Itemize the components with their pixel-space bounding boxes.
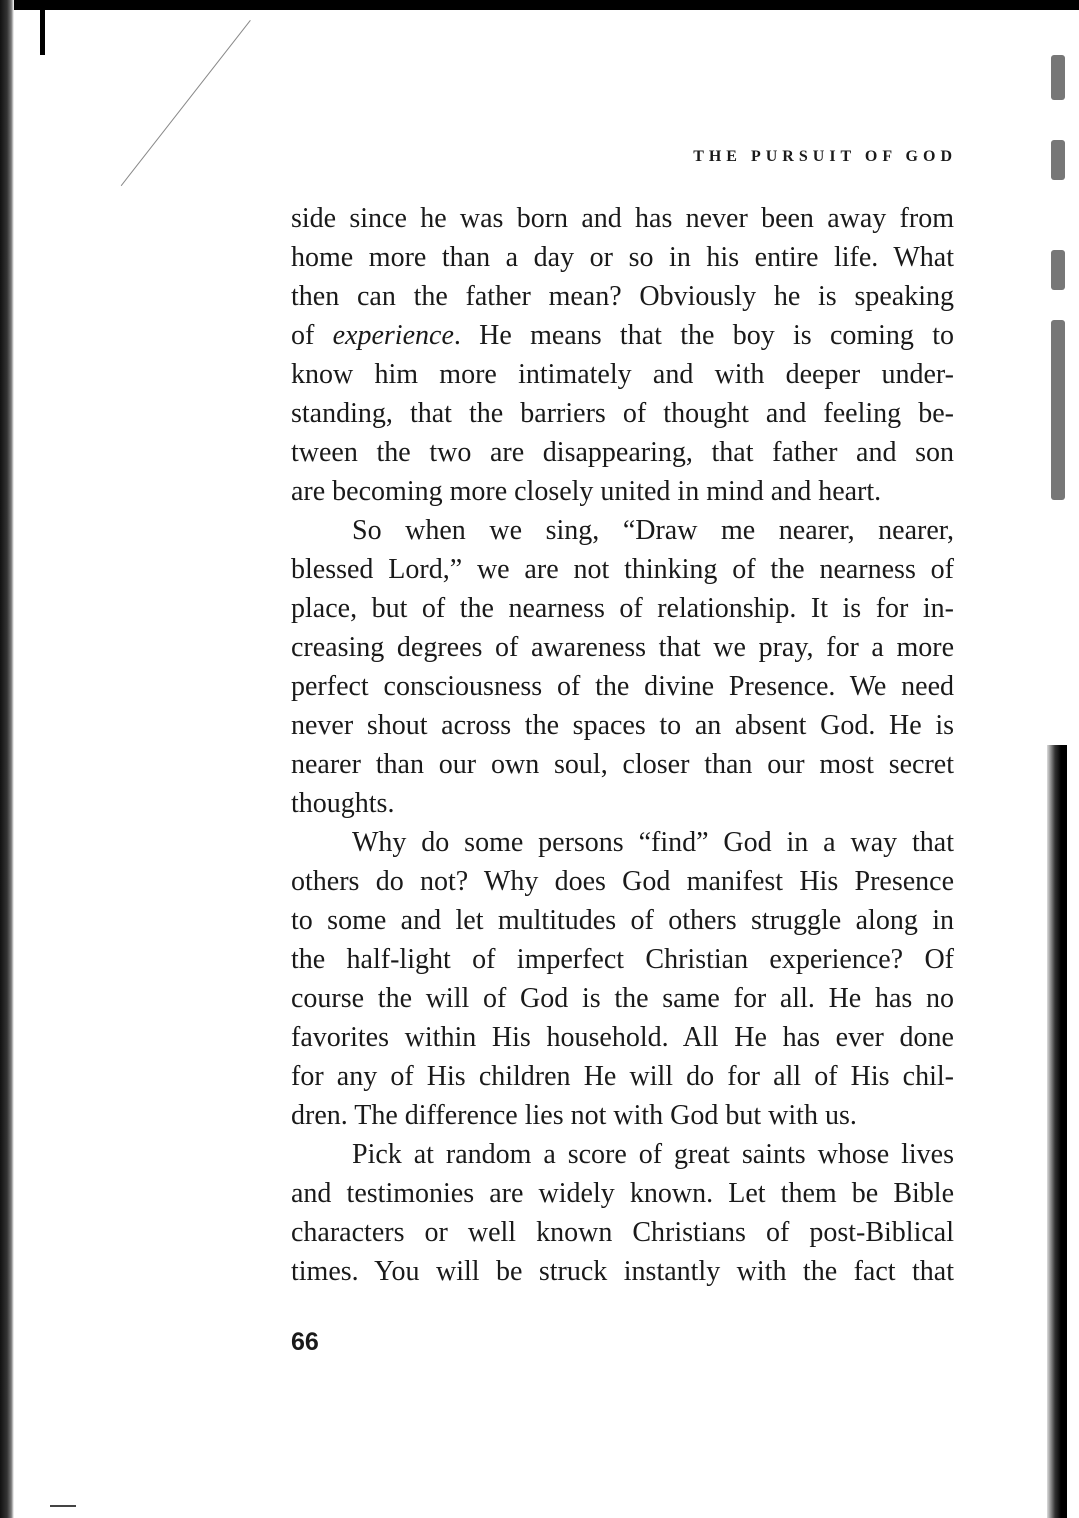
scan-crease [121,20,251,186]
scan-mark [50,1505,76,1507]
text-line: So when we sing, “Draw me nearer, nearer, [352,515,954,546]
text-line: creasing degrees of awareness that we pray, for a more [291,632,954,663]
text-line: then can the father mean? Obviously he is speaking [291,281,954,312]
italic-word: experience [332,320,454,351]
text-run: . He means that the boy is coming to [453,320,954,351]
text-line: tween the two are disappearing, that father and son [291,437,954,468]
text-line: are becoming more closely united in mind and heart. [291,476,882,507]
text-line: blessed Lord,” we are not thinking of the nearness of [291,554,954,585]
text-line: side since he was born and has never been away from [291,203,954,234]
text-line: home more than a day or so in his entire life. What [291,242,954,273]
text-line: characters or well known Christians of post-Biblical [291,1217,954,1248]
text-line: perfect consciousness of the divine Presence. We need [291,671,954,702]
text-run: of [291,320,333,351]
scan-spot [1051,55,1065,100]
scan-edge-right [1047,745,1067,1518]
text-line: standing, that the barriers of thought and feeling be- [291,398,954,429]
body-text [291,199,954,1291]
text-line: course the will of God is the same for all. He has no [291,983,954,1014]
text-line: Pick at random a score of great saints whose lives [352,1139,954,1170]
text-line [291,316,954,355]
scan-spot [1051,320,1065,500]
text-line: never shout across the spaces to an absent God. He is [291,710,954,741]
text-line: times. You will be struck instantly with the fact that [291,1256,954,1287]
text-line: the half-light of imperfect Christian experience? Of [291,944,954,975]
text-line: place, but of the nearness of relationship. It is for in- [291,593,954,624]
text-line: favorites within His household. All He has ever done [291,1022,954,1053]
text-line: nearer than our own soul, closer than our most secret [291,749,954,780]
text-line: and testimonies are widely known. Let them be Bible [291,1178,954,1209]
text-line: to some and let multitudes of others struggle along in [291,905,954,936]
scan-edge-top [0,0,1079,10]
scan-spot [1051,140,1065,180]
text-line: for any of His children He will do for all of His chil- [291,1061,954,1092]
text-line: dren. The difference lies not with God but with us. [291,1100,857,1131]
text-line: others do not? Why does God manifest His Presence [291,866,954,897]
page-number: 66 [291,1328,319,1356]
scan-edge-left [0,0,14,1518]
running-head: THE PURSUIT OF GOD [693,148,957,165]
scan-mark [40,10,45,55]
text-line: thoughts. [291,788,395,819]
text-line: Why do some persons “find” God in a way that [352,827,954,858]
scan-spot [1051,250,1065,290]
text-line: know him more intimately and with deeper under- [291,359,954,390]
